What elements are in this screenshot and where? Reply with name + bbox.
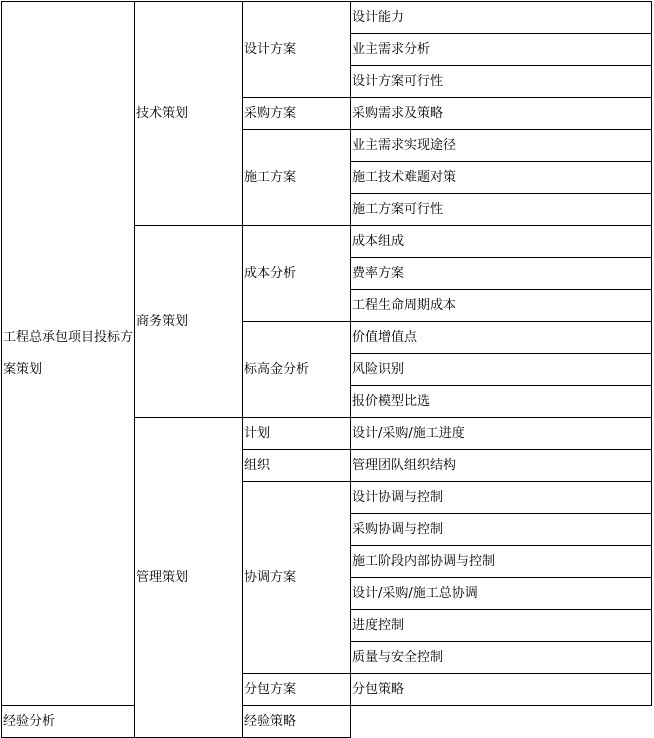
item-coordination-5: 进度控制 bbox=[351, 610, 652, 642]
item-markup-3: 报价模型比选 bbox=[351, 386, 652, 418]
item-design-1: 设计能力 bbox=[351, 2, 652, 34]
sub-organization: 组织 bbox=[243, 450, 351, 482]
item-cost-3: 工程生命周期成本 bbox=[351, 290, 652, 322]
item-coordination-6: 质量与安全控制 bbox=[351, 642, 652, 674]
item-markup-1: 价值增值点 bbox=[351, 322, 652, 354]
sub-experience: 经验分析 bbox=[2, 706, 135, 738]
sub-cost: 成本分析 bbox=[243, 226, 351, 322]
category-management: 管理策划 bbox=[135, 418, 243, 738]
sub-subcontract: 分包方案 bbox=[243, 674, 351, 706]
sub-construction: 施工方案 bbox=[243, 130, 351, 226]
sub-design: 设计方案 bbox=[243, 2, 351, 98]
item-coordination-4: 设计/采购/施工总协调 bbox=[351, 578, 652, 610]
item-design-2: 业主需求分析 bbox=[351, 34, 652, 66]
item-coordination-3: 施工阶段内部协调与控制 bbox=[351, 546, 652, 578]
table-row bbox=[2, 706, 652, 738]
bid-planning-table bbox=[1, 1, 652, 738]
item-construction-3: 施工方案可行性 bbox=[351, 194, 652, 226]
sub-markup: 标高金分析 bbox=[243, 322, 351, 418]
item-subcontract-1: 分包策略 bbox=[351, 674, 652, 706]
item-construction-2: 施工技术难题对策 bbox=[351, 162, 652, 194]
item-design-3: 设计方案可行性 bbox=[351, 66, 652, 98]
category-business: 商务策划 bbox=[135, 226, 243, 418]
item-organization-1: 管理团队组织结构 bbox=[351, 450, 652, 482]
item-construction-1: 业主需求实现途径 bbox=[351, 130, 652, 162]
item-plan-1: 设计/采购/施工进度 bbox=[351, 418, 652, 450]
root-cell: 工程总承包项目投标方案策划 bbox=[2, 2, 135, 706]
sub-plan: 计划 bbox=[243, 418, 351, 450]
sub-procurement: 采购方案 bbox=[243, 98, 351, 130]
item-markup-2: 风险识别 bbox=[351, 354, 652, 386]
category-tech: 技术策划 bbox=[135, 2, 243, 226]
table-row bbox=[2, 2, 652, 34]
item-cost-2: 费率方案 bbox=[351, 258, 652, 290]
item-cost-1: 成本组成 bbox=[351, 226, 652, 258]
item-experience-1: 经验策略 bbox=[243, 706, 351, 738]
sub-coordination: 协调方案 bbox=[243, 482, 351, 674]
item-coordination-1: 设计协调与控制 bbox=[351, 482, 652, 514]
item-procurement-1: 采购需求及策略 bbox=[351, 98, 652, 130]
item-coordination-2: 采购协调与控制 bbox=[351, 514, 652, 546]
